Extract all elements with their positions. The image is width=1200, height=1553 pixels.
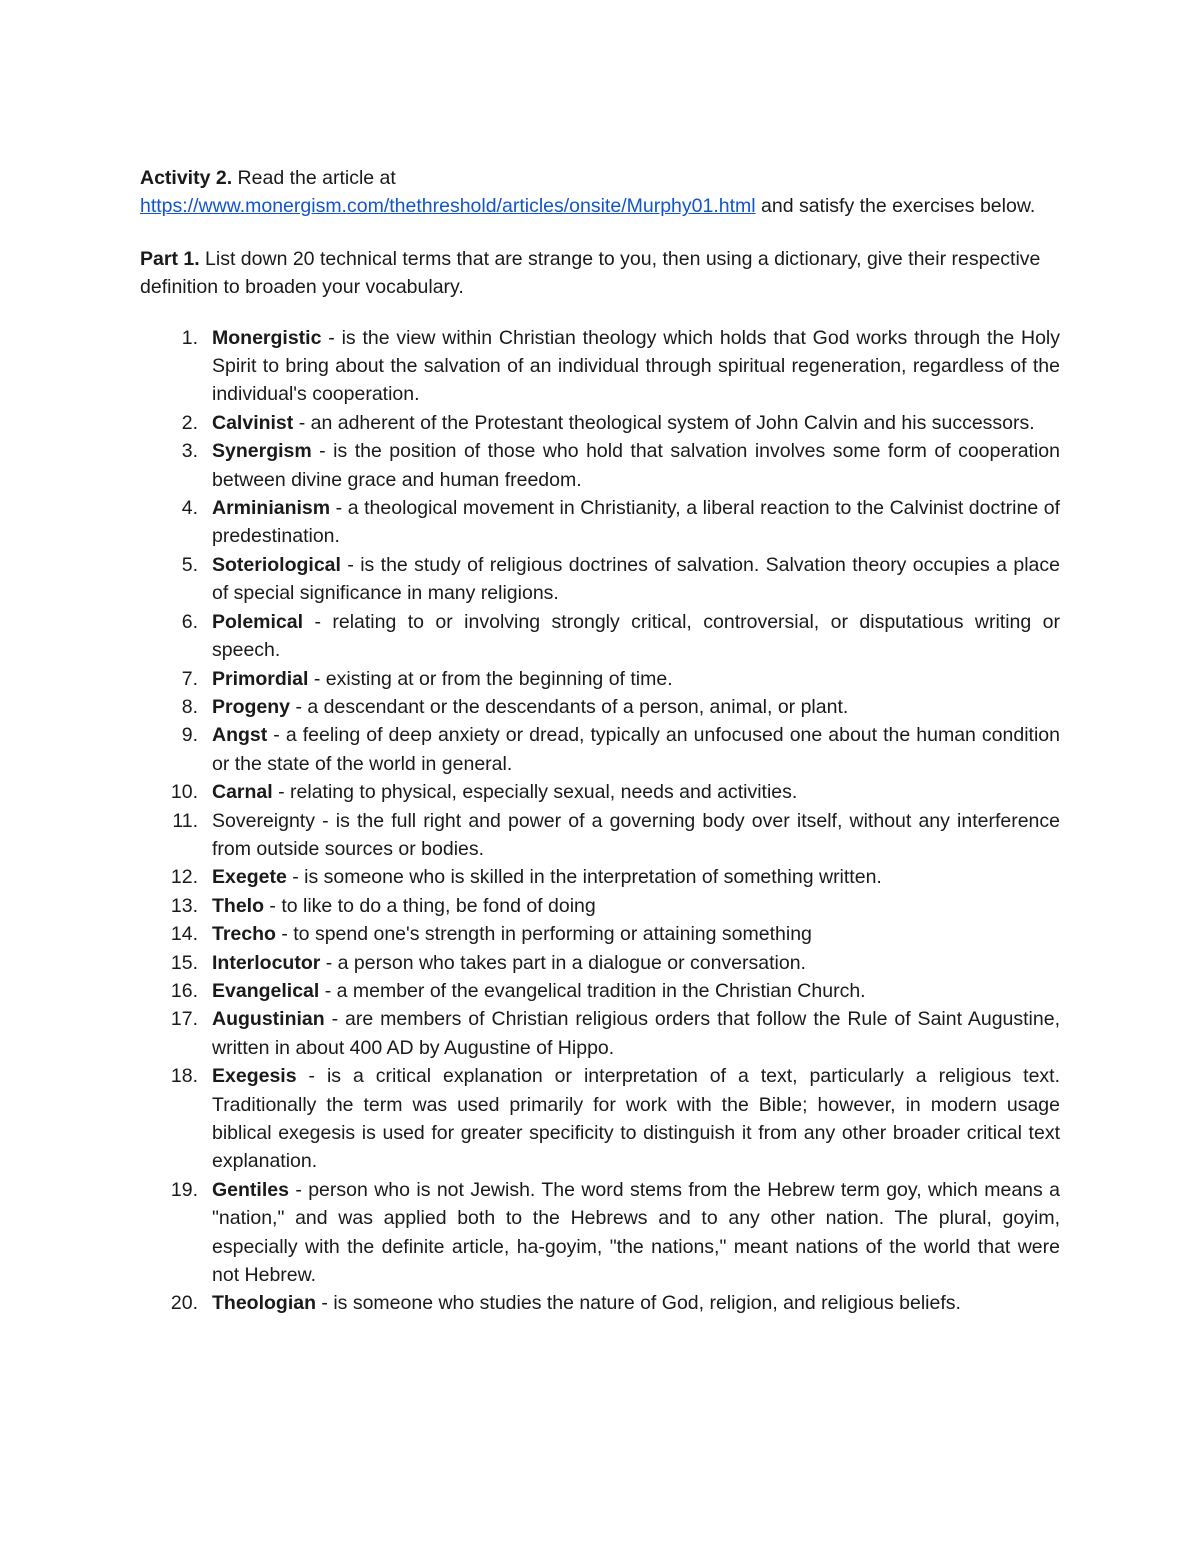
part1-paragraph: [140, 245, 1060, 302]
term-item: [140, 1005, 1060, 1062]
term-body: [212, 1005, 1060, 1062]
term-word: Monergistic: [212, 326, 322, 349]
term-body: [212, 807, 1060, 864]
term-word: Angst: [212, 724, 268, 747]
term-number: 19.: [170, 1178, 198, 1201]
term-number: 12.: [170, 866, 198, 889]
term-word: Interlocutor: [212, 951, 321, 974]
terms-list: [140, 324, 1060, 1318]
term-item: [140, 1062, 1060, 1176]
term-body: [212, 949, 1060, 977]
term-word: Gentiles: [212, 1178, 289, 1201]
term-number: 13.: [170, 894, 198, 917]
term-number: 17.: [170, 1008, 198, 1031]
term-definition: - existing at or from the beginning of time.: [308, 667, 673, 690]
term-body: [212, 920, 1060, 948]
term-number: 6.: [181, 610, 198, 633]
term-body: [212, 778, 1060, 806]
term-number: 2.: [181, 411, 198, 434]
term-number: 10.: [170, 781, 198, 804]
term-body: [212, 494, 1060, 551]
term-body: [212, 693, 1060, 721]
term-word: Soteriological: [212, 553, 341, 576]
term-number: 8.: [181, 695, 198, 718]
term-definition: - a feeling of deep anxiety or dread, typically an unfocused one about the human condition or the state of the world in general.: [212, 724, 1060, 775]
term-item: [140, 1289, 1060, 1317]
term-definition: - is a critical explanation or interpretation of a text, particularly a religious text. Traditionally the term was used primarily for work with the Bible; however, in modern usage biblical exegesis is used for greater specificity to distinguish it from any other broader critical text explanation.: [212, 1065, 1060, 1173]
term-body: [212, 721, 1060, 778]
term-word: Trecho: [212, 923, 276, 946]
term-item: [140, 551, 1060, 608]
term-item: [140, 920, 1060, 948]
activity-label: Activity 2.: [140, 167, 233, 189]
term-definition: - are members of Christian religious orders that follow the Rule of Saint Augustine, written in about 400 AD by Augustine of Hippo.: [212, 1008, 1060, 1059]
term-word: Theologian: [212, 1292, 316, 1315]
term-definition: - to spend one's strength in performing or attaining something: [275, 923, 812, 946]
term-definition: - to like to do a thing, be fond of doing: [264, 894, 596, 917]
term-number: 16.: [170, 979, 198, 1002]
term-item: [140, 977, 1060, 1005]
term-number: 5.: [181, 553, 198, 576]
term-word: Evangelical: [212, 979, 320, 1002]
term-body: [212, 977, 1060, 1005]
term-number: 15.: [170, 951, 198, 974]
term-word: Exegesis: [212, 1065, 297, 1088]
part1-label: Part 1.: [140, 247, 200, 270]
term-definition: - is the view within Christian theology which holds that God works through the Holy Spirit to bring about the salvation of an individual through spiritual regeneration, regardless of the individual's cooperation.: [212, 326, 1060, 406]
article-link[interactable]: https://www.monergism.com/thethreshold/articles/onsite/Murphy01.html: [140, 195, 756, 218]
term-definition: - is the position of those who hold that salvation involves some form of cooperation between divine grace and human freedom.: [212, 440, 1060, 491]
term-number: 11.: [172, 809, 198, 832]
term-word: Polemical: [212, 610, 304, 633]
term-item: [140, 693, 1060, 721]
term-item: [140, 892, 1060, 920]
term-item: [140, 778, 1060, 806]
term-body: [212, 1062, 1060, 1176]
term-word: Synergism: [212, 440, 312, 463]
term-number: 14.: [170, 923, 198, 946]
term-item: [140, 1176, 1060, 1290]
term-body: [212, 1176, 1060, 1290]
term-definition: - a member of the evangelical tradition in the Christian Church.: [319, 979, 866, 1002]
term-body: [212, 665, 1060, 693]
part1-instructions: List down 20 technical terms that are strange to you, then using a dictionary, give their respective definition to broaden your vocabulary.: [140, 247, 1041, 299]
term-item: [140, 494, 1060, 551]
term-definition: - is someone who studies the nature of God, religion, and religious beliefs.: [316, 1292, 961, 1315]
term-item: [140, 949, 1060, 977]
term-item: [140, 721, 1060, 778]
term-definition: - relating to or involving strongly critical, controversial, or disputatious writing or speech.: [212, 610, 1060, 662]
term-word: Primordial: [212, 667, 309, 690]
term-number: 7.: [181, 667, 198, 690]
term-body: [212, 324, 1060, 409]
term-number: 9.: [181, 724, 198, 747]
term-number: 18.: [170, 1065, 198, 1088]
term-item: [140, 409, 1060, 437]
term-number: 3.: [181, 440, 198, 463]
term-item: [140, 863, 1060, 891]
term-definition: Sovereignty - is the full right and power of a governing body over itself, without any interference from outside sources or bodies.: [212, 809, 1060, 860]
term-word: Carnal: [212, 781, 273, 804]
term-definition: - relating to physical, especially sexual, needs and activities.: [272, 781, 798, 804]
term-item: [140, 807, 1060, 864]
term-body: [212, 608, 1060, 665]
term-word: Calvinist: [212, 411, 294, 434]
term-definition: - is someone who is skilled in the interpretation of something written.: [286, 866, 882, 889]
term-item: [140, 437, 1060, 494]
term-word: Augustinian: [212, 1008, 325, 1031]
activity-intro: Read the article at: [232, 167, 396, 189]
term-item: [140, 665, 1060, 693]
term-word: Thelo: [212, 894, 264, 917]
term-definition: - a descendant or the descendants of a person, animal, or plant.: [290, 695, 849, 718]
term-item: [140, 324, 1060, 409]
term-number: 20.: [170, 1292, 198, 1315]
activity-after-url: and satisfy the exercises below.: [755, 195, 1036, 218]
term-word: Exegete: [212, 866, 287, 889]
term-definition: - a person who takes part in a dialogue or conversation.: [320, 951, 806, 974]
term-item: [140, 608, 1060, 665]
term-definition: - a theological movement in Christianity, a liberal reaction to the Calvinist doctrine of predestination.: [212, 497, 1060, 548]
term-number: 1.: [181, 326, 198, 349]
term-definition: - is the study of religious doctrines of salvation. Salvation theory occupies a place of special significance in many religions.: [212, 553, 1060, 605]
term-definition: - an adherent of the Protestant theological system of John Calvin and his successors.: [293, 411, 1035, 434]
term-body: [212, 863, 1060, 891]
term-body: [212, 1289, 1060, 1317]
term-definition: - person who is not Jewish. The word stems from the Hebrew term goy, which means a "nation," and was applied both to the Hebrews and to any other nation. The plural, goyim, especially with the definite article, ha-goyim, "the nations," meant nations of the world that were not Hebrew.: [212, 1178, 1060, 1287]
term-body: [212, 437, 1060, 494]
activity-paragraph: [140, 164, 1060, 221]
term-body: [212, 551, 1060, 608]
term-body: [212, 892, 1060, 920]
term-body: [212, 409, 1060, 437]
term-word: Progeny: [212, 695, 291, 718]
document-page: [140, 164, 1060, 1318]
term-word: Arminianism: [212, 497, 331, 520]
term-number: 4.: [181, 497, 198, 520]
